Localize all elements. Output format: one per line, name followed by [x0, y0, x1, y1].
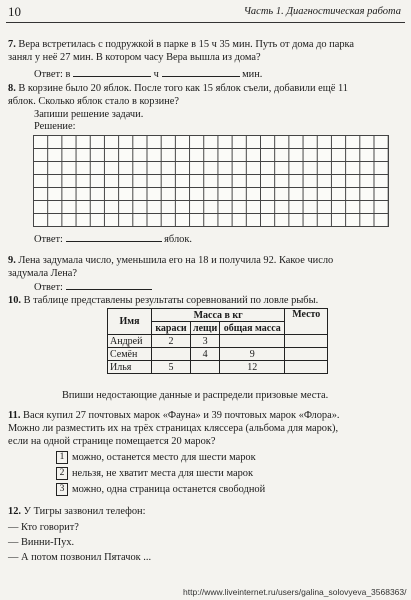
task9-answer-blank[interactable]	[66, 279, 152, 290]
header-divider	[6, 22, 405, 23]
task9-answer-label: Ответ:	[34, 282, 63, 293]
row-karasi: 2	[152, 335, 191, 348]
task7-minutes-unit: мин.	[242, 69, 263, 80]
task7-minutes-blank[interactable]	[162, 66, 240, 77]
task9-text2: задумала Лена?	[8, 268, 78, 279]
task12-text4: — А потом позвонил Пятачок ...	[8, 552, 152, 563]
task7-hours-unit: ч	[153, 69, 159, 80]
row-place-blank[interactable]	[285, 335, 328, 348]
row-total: 9	[220, 348, 285, 361]
task7-answer-label: Ответ: в	[34, 69, 71, 80]
task7-text2: занял у неё 27 мин. В котором часу Вера вышла из дома?	[8, 52, 261, 63]
task12-line1	[8, 505, 145, 518]
task12-text3: — Винни-Пух.	[8, 537, 75, 548]
task8-answer-label: Ответ:	[34, 234, 63, 245]
task9-line1	[8, 254, 333, 267]
fishing-results-table	[107, 308, 328, 374]
option-text: можно, останется место для шести марок	[72, 452, 256, 463]
task7-number: 7.	[8, 39, 16, 50]
task7-line1	[8, 38, 354, 51]
option-box[interactable]: 2	[56, 467, 68, 480]
task11-option-3[interactable]	[56, 483, 265, 496]
task12-text2: — Кто говорит?	[8, 522, 79, 533]
task10-instruction: Впиши недостающие данные и распредели призовые места.	[62, 390, 329, 401]
subheader-karasi: караси	[152, 322, 191, 335]
task8-instruction: Запиши решение задачи.	[34, 109, 144, 120]
task11-line1	[8, 409, 340, 422]
table-row	[108, 335, 328, 348]
option-box[interactable]: 3	[56, 483, 68, 496]
solution-grid[interactable]	[33, 135, 389, 227]
col-header-mass: Масса в кг	[152, 309, 285, 322]
row-place-blank[interactable]	[285, 348, 328, 361]
row-leshchi-blank[interactable]	[191, 361, 220, 374]
task11-option-2[interactable]	[56, 467, 253, 480]
page-title: Часть 1. Диагностическая работа	[243, 6, 401, 17]
table-row	[108, 361, 328, 374]
task8-number: 8.	[8, 83, 16, 94]
task12-text1: У Тигры зазвонил телефон:	[23, 506, 146, 517]
row-total-blank[interactable]	[220, 335, 285, 348]
task11-number: 11.	[8, 410, 21, 421]
row-leshchi: 3	[191, 335, 220, 348]
task7-text1: Вера встретилась с подружкой в парке в 15 ч 35 мин. Путь от дома до парка	[18, 39, 355, 50]
task8-answer-unit: яблок.	[164, 234, 192, 245]
task8-line1	[8, 82, 348, 95]
task8-answer-blank[interactable]	[66, 231, 162, 242]
task9-text1: Лена задумала число, уменьшила его на 18 и получила 92. Какое число	[18, 255, 334, 266]
row-place-blank[interactable]	[285, 361, 328, 374]
task7-answer-row	[34, 66, 262, 81]
task9-answer-row	[34, 279, 152, 294]
row-leshchi: 4	[191, 348, 220, 361]
task10-line1	[8, 294, 318, 307]
option-box[interactable]: 1	[56, 451, 68, 464]
task7-hours-blank[interactable]	[73, 66, 151, 77]
row-karasi: 5	[152, 361, 191, 374]
task8-answer-row	[34, 231, 192, 246]
task10-text1: В таблице представлены результаты соревнований по ловле рыбы.	[23, 295, 319, 306]
row-name: Андрей	[108, 335, 152, 348]
task10-number: 10.	[8, 295, 21, 306]
row-name: Семён	[108, 348, 152, 361]
task9-number: 9.	[8, 255, 16, 266]
col-header-place: Место	[285, 309, 328, 335]
task11-text2: Можно ли разместить их на трёх страницах кляссера (альбома для марок),	[8, 423, 339, 434]
task11-option-1[interactable]	[56, 451, 256, 464]
page-number: 10	[8, 4, 21, 19]
task8-text2: яблок. Сколько яблок стало в корзине?	[8, 96, 179, 107]
task11-text3: если на одной странице помещается 20 марок?	[8, 436, 216, 447]
col-header-name: Имя	[108, 309, 152, 335]
subheader-total: общая масса	[220, 322, 285, 335]
row-total: 12	[220, 361, 285, 374]
row-name: Илья	[108, 361, 152, 374]
task8-text1: В корзине было 20 яблок. После того как 15 яблок съели, добавили ещё 11	[18, 83, 348, 94]
table-row	[108, 348, 328, 361]
row-karasi-blank[interactable]	[152, 348, 191, 361]
fishing-table-wrap	[107, 308, 328, 374]
task11-text1: Вася купил 27 почтовых марок «Фауна» и 39 почтовых марок «Флора».	[23, 410, 340, 421]
task8-solution-label: Решение:	[34, 121, 76, 132]
subheader-leshchi: лещи	[191, 322, 220, 335]
task12-number: 12.	[8, 506, 21, 517]
option-text: можно, одна страница останется свободной	[72, 484, 266, 495]
option-text: нельзя, не хватит места для шести марок	[72, 468, 254, 479]
source-url: http://www.liveinternet.ru/users/galina_solovyeva_3568363/	[183, 587, 407, 597]
